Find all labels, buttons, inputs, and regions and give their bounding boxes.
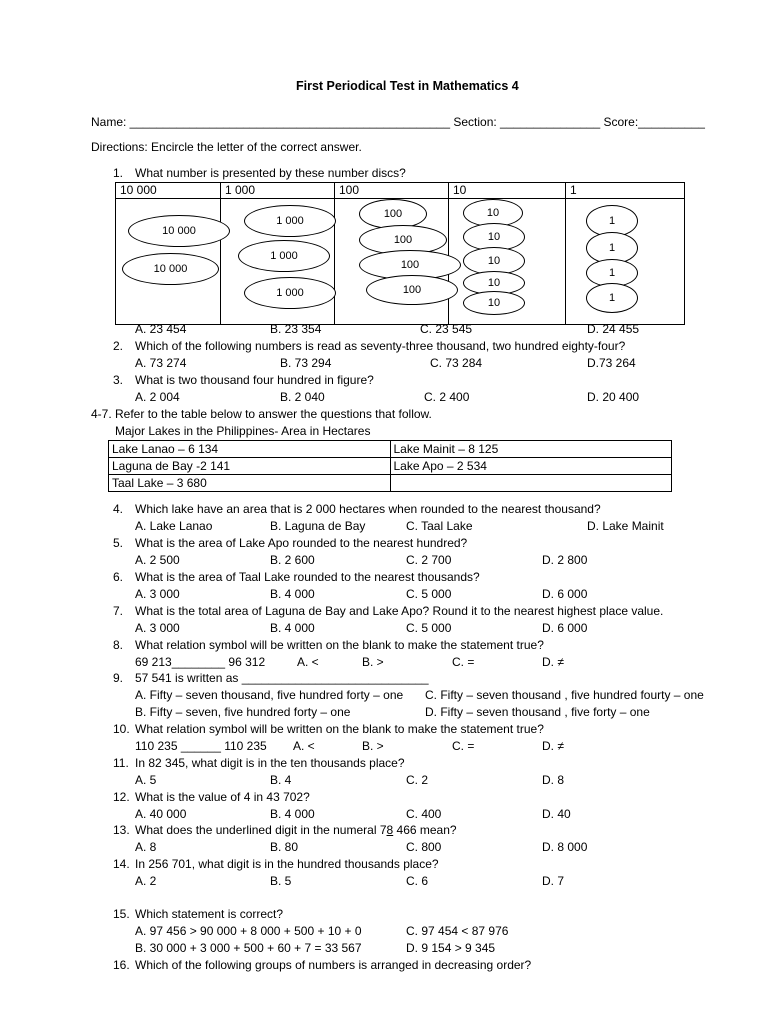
question-number: 14. [113,857,130,871]
choice-c: C. 800 [406,840,442,854]
table-caption: Major Lakes in the Philippines- Area in Hectares [115,424,371,438]
choice-b: B. 4 [270,773,292,787]
choice-d: D. 40 [542,807,571,821]
disc-header-10000: 10 000 [116,183,221,199]
number-disc: 10 000 [122,253,219,285]
choice-b: B. Laguna de Bay [270,519,366,533]
number-disc: 100 [366,275,458,305]
lake-cell [390,475,672,492]
question-text: 57 541 is written as ____________________________ [135,671,429,685]
choice-a: A. Fifty – seven thousand, five hundred forty – one [135,688,404,702]
choice-a: A. Lake Lanao [135,519,213,533]
choice-b: B. 2 600 [270,553,315,567]
choice-d: D. 2 800 [542,553,588,567]
choice-c: C. 5 000 [406,621,452,635]
number-disc: 1 [586,283,638,313]
lakes-table [108,440,672,492]
question-text: Which of the following numbers is read as seventy-three thousand, two hundred eighty-four? [135,339,626,353]
number-disc: 1 000 [238,240,330,272]
choice-a: A. 2 500 [135,553,180,567]
question-text: Which lake have an area that is 2 000 hectares when rounded to the nearest thousand? [135,502,601,516]
question-text: What number is presented by these number discs? [135,166,406,180]
choice-a: A. 3 000 [135,621,180,635]
disc-header-10: 10 [449,183,566,199]
disc-cell-10 [449,199,566,325]
choice-a: A. < [293,739,315,753]
choice-d: D. 6 000 [542,621,588,635]
choice-b: B. 80 [270,840,299,854]
question-number: 3. [113,373,124,387]
question-text: What relation symbol will be written on the blank to make the statement true? [135,722,544,736]
lake-cell: Laguna de Bay -2 141 [109,458,391,475]
number-disc: 10 [463,247,525,275]
disc-header-1: 1 [566,183,685,199]
directions: Directions: Encircle the letter of the correct answer. [91,140,362,154]
question-number: 15. [113,907,130,921]
choice-d: D. 9 154 > 9 345 [406,941,496,955]
choice-c: C. 6 [406,874,429,888]
question-text: What is two thousand four hundred in figure? [135,373,374,387]
question-number: 13. [113,823,130,837]
underlined-digit: 8 [386,823,394,837]
choice-c: C. 5 000 [406,587,452,601]
choice-a: A. 2 004 [135,390,180,404]
number-disc: 100 [359,225,447,255]
name-section-score-line: Name: ________________________________________________ Section: _______________ Score:__________ [91,115,705,129]
question-text [135,823,457,837]
choice-c: C. 23 545 [420,322,473,336]
choice-a: A. < [297,655,319,669]
number-disc: 1 [586,205,638,237]
choice-a: A. 23 454 [135,322,187,336]
choice-b: B. 30 000 + 3 000 + 500 + 60 + 7 = 33 567 [135,941,362,955]
question-number: 1. [113,166,124,180]
choice-d: D. 8 [542,773,565,787]
question-text: In 256 701, what digit is in the hundred thousands place? [135,857,439,871]
choice-d: D.73 264 [587,356,636,370]
choice-c: C. 2 400 [424,390,470,404]
question-text: What relation symbol will be written on the blank to make the statement true? [135,638,544,652]
question-number: 5. [113,536,124,550]
question-number: 10. [113,722,130,736]
number-discs-table [115,182,685,325]
number-disc: 10 [463,291,525,315]
disc-cell-1000 [221,199,335,325]
disc-header-100: 100 [335,183,449,199]
number-disc: 100 [359,199,427,229]
relation-statement: 69 213________ 96 312 [135,655,266,669]
question-number: 7. [113,604,124,618]
choice-d: D. Fifty – seven thousand , five forty – one [425,705,650,719]
choice-a: A. 97 456 > 90 000 + 8 000 + 500 + 10 + 0 [135,924,362,938]
number-disc: 10 000 [128,215,230,247]
number-disc: 1 [586,259,638,287]
choice-b: B. 4 000 [270,621,315,635]
choice-b: B. 73 294 [280,356,332,370]
question-text: What is the value of 4 in 43 702? [135,790,310,804]
question-number: 12. [113,790,130,804]
choice-b: B. 4 000 [270,807,315,821]
question-number: 8. [113,638,124,652]
disc-cell-100 [335,199,449,325]
question-text: In 82 345, what digit is in the ten thousands place? [135,756,405,770]
choice-b: B. 4 000 [270,587,315,601]
choice-d: D. 20 400 [587,390,640,404]
section-intro: 4-7. Refer to the table below to answer the questions that follow. [91,407,432,421]
choice-c: C. Fifty – seven thousand , five hundred fourty – one [425,688,704,702]
choice-a: A. 2 [135,874,157,888]
lake-cell: Lake Mainit – 8 125 [390,441,672,458]
choice-b: B. > [362,739,384,753]
number-disc: 1 000 [244,277,336,309]
choice-a: A. 8 [135,840,157,854]
number-disc: 100 [359,250,461,280]
question-text: What is the area of Taal Lake rounded to the nearest thousands? [135,570,480,584]
question-text: Which statement is correct? [135,907,284,921]
choice-c: C. Taal Lake [406,519,473,533]
choice-c: C. = [452,655,475,669]
disc-cell-10000 [116,199,221,325]
choice-d: D. Lake Mainit [587,519,664,533]
relation-statement: 110 235 ______ 110 235 [135,739,267,753]
question-number: 2. [113,339,124,353]
question-number: 9. [113,671,124,685]
choice-a: A. 73 274 [135,356,187,370]
choice-c: C. 73 284 [430,356,483,370]
choice-d: D. 7 [542,874,565,888]
choice-b: B. Fifty – seven, five hundred forty – one [135,705,351,719]
question-text: What is the area of Lake Apo rounded to the nearest hundred? [135,536,468,550]
choice-c: C. = [452,739,475,753]
question-text: Which of the following groups of numbers is arranged in decreasing order? [135,958,532,972]
question-text-part: What does the underlined digit in the numeral 7 [135,823,387,837]
number-disc: 1 000 [244,205,336,237]
number-disc: 10 [463,223,525,251]
choice-b: B. 23 354 [270,322,322,336]
question-number: 6. [113,570,124,584]
page-title: First Periodical Test in Mathematics 4 [296,79,519,93]
lake-cell: Taal Lake – 3 680 [109,475,391,492]
question-number: 16. [113,958,130,972]
choice-d: D. 24 455 [587,322,640,336]
choice-d: D. 6 000 [542,587,588,601]
lake-cell: Lake Apo – 2 534 [390,458,672,475]
number-disc: 1 [586,232,638,264]
number-disc: 10 [463,199,523,227]
choice-a: A. 5 [135,773,157,787]
question-number: 11. [113,756,129,770]
choice-c: C. 2 [406,773,429,787]
choice-a: A. 40 000 [135,807,187,821]
choice-b: B. > [362,655,384,669]
choice-c: C. 2 700 [406,553,452,567]
lake-cell: Lake Lanao – 6 134 [109,441,391,458]
question-text: What is the total area of Laguna de Bay and Lake Apo? Round it to the nearest highest place value. [135,604,664,618]
question-text-part: 466 mean? [393,823,457,837]
number-disc: 10 [463,271,525,295]
choice-b: B. 2 040 [280,390,325,404]
choice-d: D. ≠ [542,739,564,753]
disc-header-1000: 1 000 [221,183,335,199]
choice-b: B. 5 [270,874,292,888]
question-number: 4. [113,502,124,516]
choice-a: A. 3 000 [135,587,180,601]
disc-cell-1 [566,199,685,325]
choice-d: D. ≠ [542,655,564,669]
choice-c: C. 97 454 < 87 976 [406,924,509,938]
choice-c: C. 400 [406,807,442,821]
choice-d: D. 8 000 [542,840,588,854]
